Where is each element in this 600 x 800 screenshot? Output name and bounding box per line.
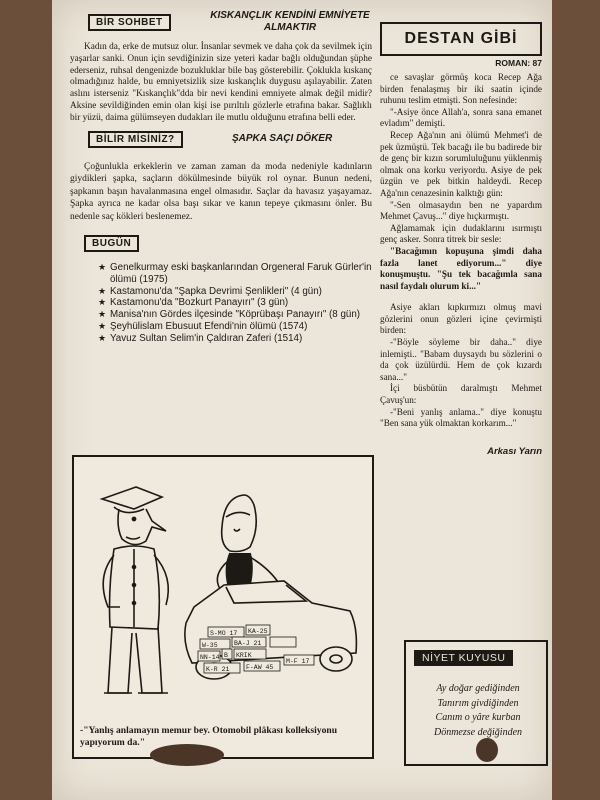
plate-text: M-F 17	[286, 658, 310, 665]
plate-text: NN-14	[200, 654, 220, 661]
list-item	[98, 309, 372, 321]
destan-paragraph: "-Asiye önce Allah'a, sonra sana emanet evladım" demişti.	[380, 106, 542, 129]
star-icon: ★	[98, 321, 107, 332]
plate-text: S-MO 17	[210, 630, 238, 637]
list-item	[98, 333, 372, 345]
destan-paragraph: Ağlamamak için dudaklarını ısırmıştı genç asker. Sonra titrek bir sesle:	[380, 222, 542, 245]
list-item	[98, 321, 372, 333]
sohbet-body: Kadın da, erke de mutsuz olur. İnsanlar sevmek ve daha çok da sevilmek için yaşarlar sanki. Onun için sevdiğinizin size yeteri kadar bağlı olduğundan şüphe ederseniz, ruhsal dengenizde bozukluklar bile baş gösterebilir. Çoklukla kıskanç olmadığınız halde, bu emniyetsizlik size kıskançlık duygusu aşılayabilir. Zaten aslını isterseniz "Kıskançlık"dda bir nevi kendini emniyete almak değil midir? Aksine sevildiğinden emin olan kişi ise pırıltılı gözlerle etrafına bakar. Sağlıklı bir yüzü, daima gülümseyen dudakları ile mutlu olduğunu etrafına belli eder.	[70, 42, 372, 123]
star-icon: ★	[98, 332, 107, 343]
plate-text: F-AW 45	[246, 664, 274, 671]
poem-line: Tanırım givdiğinden	[437, 697, 519, 709]
bugun-list	[98, 262, 372, 345]
star-icon: ★	[98, 309, 107, 320]
policeman-figure	[102, 487, 168, 693]
left-column	[70, 8, 372, 345]
bilir-body: Çoğunlukla erkeklerin ve zaman zaman da moda nedeniyle kadınların giydikleri şapka, saçların dökülmesinde büyük rol oynar. Bunun nedeni, şapkanın başın havalanmasına engel olmasıdır. Saçlar da havasız yaşayamaz. Şapka ayrıca ne kadar olsa başı sıkar ve kanın tepeye çıkmasını önler. Bu nedenle saç kökleri beslenemez.	[70, 161, 372, 222]
bugun-section	[84, 233, 372, 345]
poem-line: Dönmezse değiğinden	[433, 726, 523, 738]
destan-paragraph: Asiye akları kıpkırmızı olmuş mavi gözlerini onun gözleri içine çevirmişti birden:	[380, 302, 542, 336]
poem-line: Canım o yâre kurban	[435, 712, 521, 723]
star-icon: ★	[98, 297, 107, 308]
destan-paragraph: İçi büsbütün daralmıştı Mehmet Çavuş'un:	[380, 383, 542, 406]
bugun-item-text: Şeyhülislam Ebusuut Efendi'nin ölümü (1574)	[110, 321, 308, 333]
plate-text: B	[224, 652, 228, 659]
destan-paragraph: -"Beni yanlış anlama.." diye konuştu "Ben sana yük olmaktan korkarım..."	[380, 406, 542, 429]
sohbet-label: BİR SOHBET	[88, 14, 171, 31]
destan-paragraph: -"Böyle söyleme bir daha.." diye inlemişti.. "Babam duysaydı bu sözlerini o da çok üzülürdü. Hem de çok kızardı sana..."	[380, 337, 542, 382]
destan-paragraph: "Bacağımın kopuşuna şimdi daha fazla lanet ediyorum..." diye konuşmuştu. "Şu tek bacağımla sana nasıl faydalı olurum ki..."	[380, 245, 542, 291]
plate-text: K-R 21	[206, 666, 230, 673]
sohbet-header	[70, 8, 372, 42]
plate-text: BA-J 21	[234, 640, 262, 647]
plate-text: KA-25	[248, 628, 268, 635]
bugun-item-text: Genelkurmay eski başkanlarından Orgeneral Faruk Gürler'in ölümü (1975)	[110, 262, 372, 285]
bugun-item-text: Kastamonu'da "Şapka Devrimi Şenlikleri" (4 gün)	[110, 285, 322, 297]
poem-line: Ay doğar gediğinden	[436, 683, 520, 694]
list-item	[98, 286, 372, 298]
bugun-item-text: Kastamonu'da "Bozkurt Panayırı" (3 gün)	[110, 297, 289, 309]
bilir-label: BİLİR MİSİNİZ?	[88, 131, 183, 148]
destan-title: DESTAN GİBİ	[380, 22, 542, 56]
bilir-header	[70, 129, 372, 151]
bilir-headline: ŞAPKA SAÇI DÖKER	[232, 132, 333, 144]
plate-text: W-35	[202, 642, 218, 649]
paper-damage	[476, 738, 498, 762]
plate-text: KRIK	[236, 652, 252, 659]
star-icon: ★	[98, 262, 107, 273]
right-column	[380, 8, 542, 457]
list-item	[98, 297, 372, 309]
cartoon-illustration	[74, 457, 368, 707]
bugun-item-text: Manisa'nın Gördes ilçesinde "Köprübaşı Panayırı" (8 gün)	[110, 309, 361, 321]
roman-number: ROMAN: 87	[495, 58, 542, 68]
destan-paragraph: Recep Ağa'nın ani ölümü Mehmet'i de pek üzmüştü. Tek bacağı ile bu badirede bir de genç bir kızın sorumluluğunu yüklenmiş olmak ona korku veriyordu. Asiye de pek üzgün ve pek bitkin haldeydi. Recep Ağa'nın cenazesinin kalktığı gün:	[380, 129, 542, 198]
niyet-poem	[414, 682, 542, 740]
cartoon-caption: -"Yanlış anlamayın memur bey. Otomobil plâkası kolleksiyonu yapıyorum da."	[80, 725, 338, 748]
destan-paragraph: ce savaşlar görmüş koca Recep Ağa birden fenalaşmış bir iki saatin içinde ruhunu teslim etmişti. Son nefesinde:	[380, 72, 542, 106]
sohbet-headline: KISKANÇLIK KENDİNİ EMNİYETE ALMAKTIR	[210, 10, 370, 33]
bugun-label: BUGÜN	[84, 235, 139, 252]
arkasi-yarin: Arkası Yarın	[487, 445, 542, 457]
list-item	[98, 262, 372, 286]
destan-paragraph: "-Sen olmasaydın ben ne yapardım Mehmet Çavuş..." diye hıçkırmıştı.	[380, 199, 542, 222]
destan-body	[380, 72, 542, 430]
niyet-label: NİYET KUYUSU	[414, 650, 513, 666]
star-icon: ★	[98, 285, 107, 296]
cartoon-panel	[72, 455, 374, 759]
bugun-item-text: Yavuz Sultan Selim'in Çaldıran Zaferi (1514)	[110, 332, 303, 344]
paper-damage	[150, 744, 224, 766]
